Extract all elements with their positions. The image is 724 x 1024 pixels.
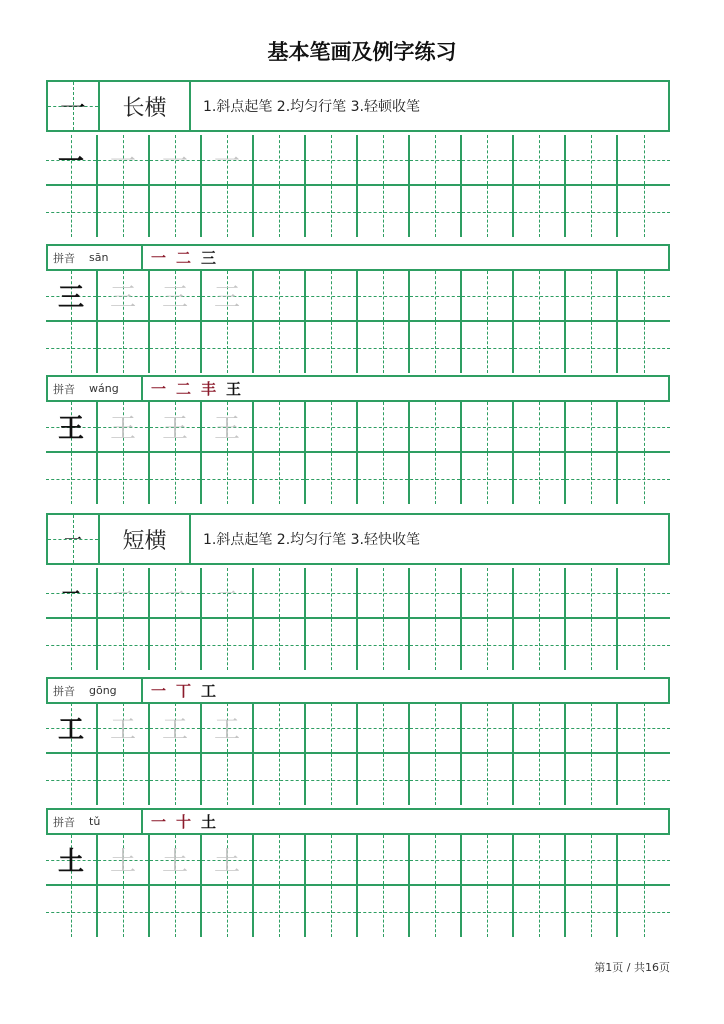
practice-cell[interactable] xyxy=(98,322,150,373)
practice-cell[interactable] xyxy=(462,835,514,886)
trace-character: 王 xyxy=(109,414,136,444)
trace-character: 工 xyxy=(213,715,240,745)
practice-cell[interactable] xyxy=(306,703,358,754)
practice-cell[interactable] xyxy=(410,186,462,237)
practice-cell[interactable] xyxy=(202,703,254,754)
word-header xyxy=(46,244,670,271)
practice-cell[interactable] xyxy=(566,322,618,373)
practice-grid xyxy=(46,135,670,237)
practice-cell[interactable] xyxy=(514,568,566,619)
practice-cell[interactable] xyxy=(306,886,358,937)
practice-cell[interactable] xyxy=(618,619,670,670)
practice-cell[interactable] xyxy=(202,135,254,186)
practice-grid xyxy=(46,402,670,504)
practice-cell[interactable] xyxy=(358,322,410,373)
practice-cell[interactable] xyxy=(254,186,306,237)
stroke-sample-cell xyxy=(48,82,100,130)
word-header xyxy=(46,808,670,835)
stroke-tips: 1.斜点起笔 2.均匀行笔 3.轻顿收笔 xyxy=(203,99,420,115)
practice-cell[interactable] xyxy=(46,886,98,937)
practice-cell[interactable] xyxy=(306,754,358,805)
practice-cell[interactable] xyxy=(618,835,670,886)
practice-cell[interactable] xyxy=(150,703,202,754)
practice-cell[interactable] xyxy=(46,835,98,886)
stroke-step: 三 xyxy=(201,249,217,267)
practice-cell[interactable] xyxy=(462,322,514,373)
practice-cell[interactable] xyxy=(306,271,358,322)
stroke-header-1 xyxy=(46,80,670,132)
practice-cell[interactable] xyxy=(462,271,514,322)
practice-cell[interactable] xyxy=(306,453,358,504)
trace-character: 一 xyxy=(213,147,240,177)
stroke-sample: 一 xyxy=(59,93,86,124)
practice-cell[interactable] xyxy=(566,703,618,754)
stroke-step: 丰 xyxy=(201,380,217,398)
practice-cell[interactable] xyxy=(46,703,98,754)
pinyin-label: 拼音 xyxy=(53,684,75,698)
model-character: 一 xyxy=(57,147,84,177)
practice-cell[interactable] xyxy=(618,886,670,937)
practice-cell[interactable] xyxy=(98,619,150,670)
practice-cell[interactable] xyxy=(566,402,618,453)
practice-cell[interactable] xyxy=(618,186,670,237)
practice-cell[interactable] xyxy=(306,619,358,670)
stroke-order xyxy=(143,679,668,702)
practice-cell[interactable] xyxy=(98,402,150,453)
practice-cell[interactable] xyxy=(410,271,462,322)
pinyin: tǔ xyxy=(89,815,101,828)
practice-cell[interactable] xyxy=(150,754,202,805)
practice-cell[interactable] xyxy=(150,453,202,504)
practice-cell[interactable] xyxy=(98,186,150,237)
practice-cell[interactable] xyxy=(46,619,98,670)
stroke-step: 二 xyxy=(176,380,192,398)
practice-cell[interactable] xyxy=(254,754,306,805)
practice-cell[interactable] xyxy=(462,703,514,754)
practice-cell[interactable] xyxy=(358,703,410,754)
trace-character: 土 xyxy=(109,847,136,877)
practice-cell[interactable] xyxy=(358,271,410,322)
pinyin-label: 拼音 xyxy=(53,382,75,396)
practice-cell[interactable] xyxy=(150,271,202,322)
pinyin-label: 拼音 xyxy=(53,815,75,829)
practice-cell[interactable] xyxy=(358,402,410,453)
stroke-step: 一 xyxy=(151,813,167,831)
practice-cell[interactable] xyxy=(566,754,618,805)
practice-cell[interactable] xyxy=(514,322,566,373)
trace-character: 一 xyxy=(218,583,236,605)
practice-cell[interactable] xyxy=(410,135,462,186)
practice-cell[interactable] xyxy=(46,271,98,322)
practice-cell[interactable] xyxy=(358,754,410,805)
practice-cell[interactable] xyxy=(306,835,358,886)
practice-cell[interactable] xyxy=(566,186,618,237)
practice-cell[interactable] xyxy=(150,135,202,186)
practice-cell[interactable] xyxy=(46,402,98,453)
practice-cell[interactable] xyxy=(306,568,358,619)
practice-cell[interactable] xyxy=(566,271,618,322)
practice-cell[interactable] xyxy=(306,135,358,186)
practice-cell[interactable] xyxy=(202,568,254,619)
model-character: 王 xyxy=(57,414,84,444)
stroke-name: 短横 xyxy=(100,515,191,563)
practice-cell[interactable] xyxy=(618,271,670,322)
practice-cell[interactable] xyxy=(462,619,514,670)
practice-cell[interactable] xyxy=(514,135,566,186)
practice-cell[interactable] xyxy=(150,835,202,886)
practice-cell[interactable] xyxy=(98,703,150,754)
practice-cell[interactable] xyxy=(514,453,566,504)
practice-grid xyxy=(46,568,670,670)
practice-cell[interactable] xyxy=(410,886,462,937)
trace-character: 一 xyxy=(114,583,132,605)
practice-cell[interactable] xyxy=(306,402,358,453)
practice-cell[interactable] xyxy=(514,271,566,322)
practice-cell[interactable] xyxy=(254,322,306,373)
trace-character: 土 xyxy=(213,847,240,877)
practice-cell[interactable] xyxy=(150,322,202,373)
practice-cell[interactable] xyxy=(98,754,150,805)
trace-character: 三 xyxy=(213,283,240,313)
practice-cell[interactable] xyxy=(410,568,462,619)
practice-cell[interactable] xyxy=(618,322,670,373)
practice-cell[interactable] xyxy=(410,619,462,670)
model-character: 三 xyxy=(57,283,84,313)
stroke-header-2 xyxy=(46,513,670,565)
practice-cell[interactable] xyxy=(462,754,514,805)
stroke-step: 一 xyxy=(151,249,167,267)
practice-cell[interactable] xyxy=(98,835,150,886)
practice-cell[interactable] xyxy=(306,322,358,373)
trace-character: 一 xyxy=(166,583,184,605)
practice-cell[interactable] xyxy=(202,271,254,322)
practice-cell[interactable] xyxy=(150,619,202,670)
practice-grid xyxy=(46,835,670,937)
practice-cell[interactable] xyxy=(98,271,150,322)
practice-cell[interactable] xyxy=(254,568,306,619)
stroke-order xyxy=(143,810,668,833)
practice-cell[interactable] xyxy=(358,835,410,886)
practice-cell[interactable] xyxy=(410,835,462,886)
practice-cell[interactable] xyxy=(566,886,618,937)
practice-cell[interactable] xyxy=(358,135,410,186)
practice-grid xyxy=(46,703,670,805)
practice-cell[interactable] xyxy=(462,186,514,237)
trace-character: 工 xyxy=(161,715,188,745)
practice-cell[interactable] xyxy=(202,186,254,237)
practice-cell[interactable] xyxy=(618,754,670,805)
stroke-tips: 1.斜点起笔 2.均匀行笔 3.轻快收笔 xyxy=(203,532,420,548)
practice-cell[interactable] xyxy=(566,619,618,670)
practice-cell[interactable] xyxy=(410,703,462,754)
stroke-step: 丅 xyxy=(176,682,192,700)
trace-character: 工 xyxy=(109,715,136,745)
practice-cell[interactable] xyxy=(358,568,410,619)
practice-cell[interactable] xyxy=(618,568,670,619)
trace-character: 王 xyxy=(213,414,240,444)
practice-cell[interactable] xyxy=(46,568,98,619)
stroke-step: 二 xyxy=(176,249,192,267)
stroke-order xyxy=(143,377,668,400)
practice-cell[interactable] xyxy=(514,886,566,937)
practice-cell[interactable] xyxy=(46,453,98,504)
trace-character: 一 xyxy=(109,147,136,177)
pinyin: sān xyxy=(89,251,109,264)
practice-cell[interactable] xyxy=(202,322,254,373)
practice-cell[interactable] xyxy=(358,186,410,237)
practice-cell[interactable] xyxy=(462,886,514,937)
practice-cell[interactable] xyxy=(358,886,410,937)
stroke-step: 土 xyxy=(201,813,217,831)
stroke-name: 长横 xyxy=(100,82,191,130)
practice-cell[interactable] xyxy=(514,186,566,237)
practice-cell[interactable] xyxy=(618,135,670,186)
practice-cell[interactable] xyxy=(98,886,150,937)
practice-cell[interactable] xyxy=(618,402,670,453)
trace-character: 一 xyxy=(161,147,188,177)
practice-cell[interactable] xyxy=(254,453,306,504)
pinyin-label: 拼音 xyxy=(53,251,75,265)
practice-cell[interactable] xyxy=(306,186,358,237)
stroke-step: 工 xyxy=(201,682,217,700)
practice-cell[interactable] xyxy=(150,186,202,237)
practice-cell[interactable] xyxy=(254,402,306,453)
practice-cell[interactable] xyxy=(202,619,254,670)
page-title: 基本笔画及例字练习 xyxy=(267,40,457,64)
practice-cell[interactable] xyxy=(254,703,306,754)
practice-cell[interactable] xyxy=(462,135,514,186)
word-header xyxy=(46,677,670,704)
practice-cell[interactable] xyxy=(410,322,462,373)
practice-cell[interactable] xyxy=(566,835,618,886)
practice-cell[interactable] xyxy=(202,886,254,937)
practice-cell[interactable] xyxy=(514,703,566,754)
trace-character: 三 xyxy=(109,283,136,313)
stroke-step: 王 xyxy=(226,380,242,398)
practice-cell[interactable] xyxy=(566,568,618,619)
practice-cell[interactable] xyxy=(618,703,670,754)
trace-character: 土 xyxy=(161,847,188,877)
practice-cell[interactable] xyxy=(202,835,254,886)
practice-cell[interactable] xyxy=(46,754,98,805)
practice-cell[interactable] xyxy=(98,568,150,619)
practice-cell[interactable] xyxy=(410,754,462,805)
practice-cell[interactable] xyxy=(46,322,98,373)
practice-cell[interactable] xyxy=(254,619,306,670)
model-character: 工 xyxy=(57,715,84,745)
practice-cell[interactable] xyxy=(150,402,202,453)
practice-cell[interactable] xyxy=(514,402,566,453)
practice-cell[interactable] xyxy=(410,453,462,504)
practice-cell[interactable] xyxy=(150,886,202,937)
practice-cell[interactable] xyxy=(462,453,514,504)
model-character: 土 xyxy=(57,847,84,877)
practice-cell[interactable] xyxy=(618,453,670,504)
practice-cell[interactable] xyxy=(462,402,514,453)
practice-cell[interactable] xyxy=(202,453,254,504)
practice-cell[interactable] xyxy=(410,402,462,453)
practice-cell[interactable] xyxy=(150,568,202,619)
model-character: 一 xyxy=(62,583,80,605)
practice-cell[interactable] xyxy=(254,886,306,937)
trace-character: 王 xyxy=(161,414,188,444)
stroke-sample: 一 xyxy=(64,530,82,551)
trace-character: 三 xyxy=(161,283,188,313)
practice-cell[interactable] xyxy=(514,835,566,886)
pinyin: gōng xyxy=(89,684,117,697)
page-number: 第1页 / 共16页 xyxy=(594,961,670,974)
practice-cell[interactable] xyxy=(254,271,306,322)
practice-cell[interactable] xyxy=(358,619,410,670)
word-header xyxy=(46,375,670,402)
practice-cell[interactable] xyxy=(46,186,98,237)
practice-cell[interactable] xyxy=(98,453,150,504)
stroke-order xyxy=(143,246,668,269)
practice-cell[interactable] xyxy=(462,568,514,619)
practice-cell[interactable] xyxy=(514,754,566,805)
pinyin: wáng xyxy=(89,382,119,395)
stroke-step: 十 xyxy=(176,813,192,831)
practice-grid xyxy=(46,271,670,373)
practice-cell[interactable] xyxy=(46,135,98,186)
practice-cell[interactable] xyxy=(202,402,254,453)
practice-cell[interactable] xyxy=(98,135,150,186)
practice-cell[interactable] xyxy=(254,835,306,886)
practice-cell[interactable] xyxy=(254,135,306,186)
practice-cell[interactable] xyxy=(202,754,254,805)
stroke-step: 一 xyxy=(151,380,167,398)
practice-cell[interactable] xyxy=(566,135,618,186)
practice-cell[interactable] xyxy=(358,453,410,504)
practice-cell[interactable] xyxy=(566,453,618,504)
practice-cell[interactable] xyxy=(514,619,566,670)
stroke-sample-cell xyxy=(48,515,100,563)
stroke-step: 一 xyxy=(151,682,167,700)
